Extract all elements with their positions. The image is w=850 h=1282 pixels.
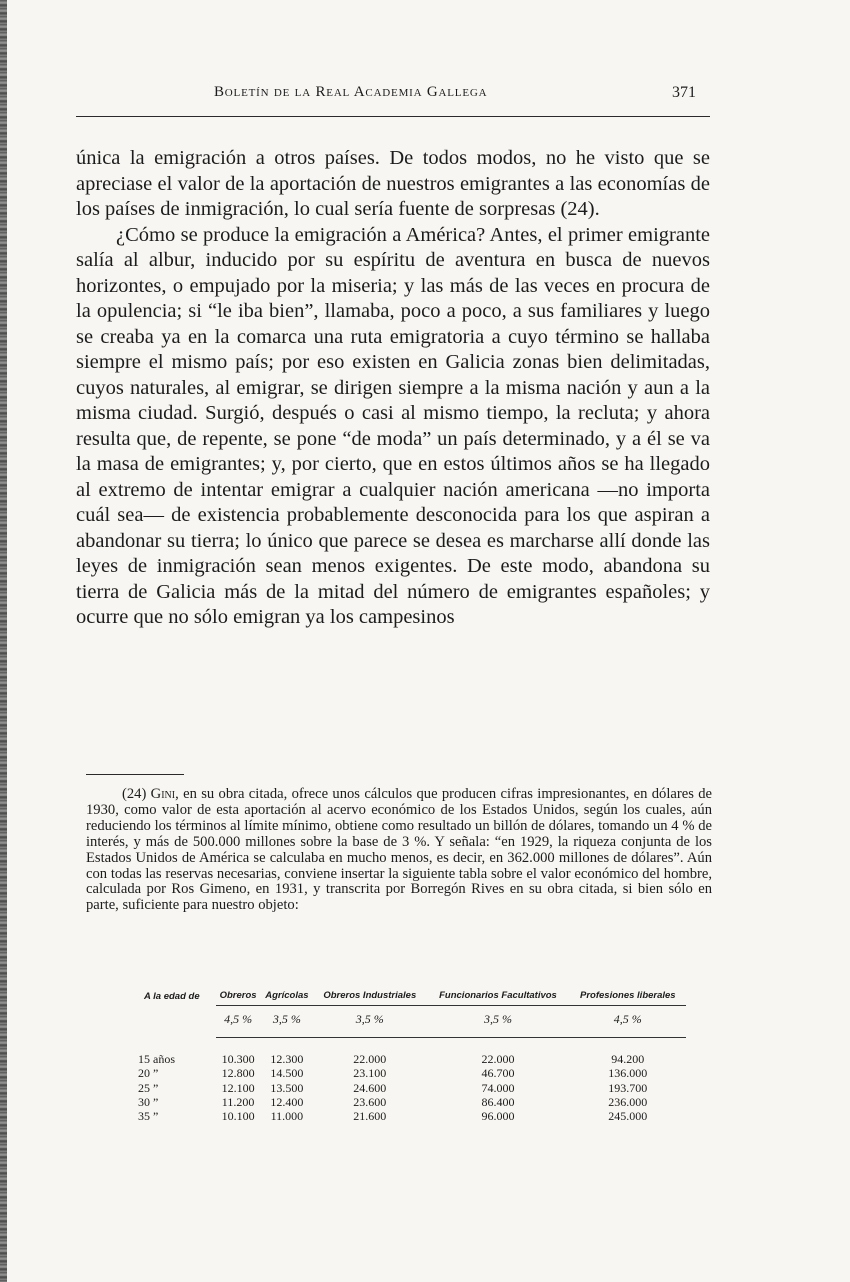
table-cell: 10.100 [221,1109,255,1124]
human-value-table [126,990,686,1123]
rate-cell: 4,5 % [570,1006,686,1038]
rate-cell: 3,5 % [261,1006,314,1038]
footnote-text: en su obra citada, ofrece unos cálculos que producen cifras impresionantes, en dólares de 1930, como valor de esta aportación al acervo económico de los Estados Unidos, según los cuales, aún reduciendo los términos al límite mínimo, obtiene como resultado un billón de dólares, tomando un 4 % de interés, y más de 500.000 millones sobre la base de 3 %. Y señala: “en 1929, la riqueza conjunta de los Estados Unidos de América se calculaba en mucho menos, es decir, en 362.000 millones de dólares”. Aún con todas las reservas necesarias, conviene insertar la siguiente tabla sobre el valor económico del hombre, calculada por Ros Gimeno, en 1931, y transcrita por Borregón Rives en su obra citada, si bien sólo en parte, suficiente para nuestro objeto: [86,786,712,914]
running-title: Boletín de la Real Academia Gallega [214,84,488,100]
table-row [126,1038,686,1067]
table-cell: 21.600 [353,1109,387,1124]
table-cell: 11.200 [221,1094,255,1109]
table-cell: 15 años [138,1051,175,1066]
table-row [126,1095,686,1109]
header-profesiones: Profesiones liberales [580,990,676,1001]
paragraph-1: única la emigración a otros países. De todos modos, no he visto que se apreciase el valor de la aportación de nuestros emigrantes a las economías de los países de inmigración, lo cual sería fuente de sorpresas (24). [76,147,710,220]
table-cell: 136.000 [608,1066,648,1081]
table-cell: 193.700 [608,1080,648,1095]
table-cell: 236.000 [608,1094,648,1109]
table-cell: 74.000 [481,1080,515,1095]
table-cell: 11.000 [270,1109,304,1124]
rate-cell: 3,5 % [313,1006,426,1038]
table-row [126,1109,686,1123]
rate-cell: 4,5 % [216,1006,261,1038]
table-cell: 22.000 [481,1052,515,1066]
table-header-row [126,990,686,1006]
header-rule [76,116,710,117]
footnote [86,787,712,914]
header-obreros: Obreros [219,990,257,1001]
rate-empty [126,1006,216,1038]
table-cell: 245.000 [608,1109,648,1124]
table-rate-row [126,1006,686,1038]
table-cell: 12.100 [221,1080,255,1095]
footnote-marker: (24) [122,786,147,802]
table-cell: 35 ” [138,1109,159,1124]
table-row [126,1066,686,1080]
body-text [76,146,710,631]
table-cell: 12.300 [270,1052,304,1066]
table-cell: 30 ” [138,1094,159,1109]
header-funcionarios: Funcionarios Facultativos [439,990,557,1001]
header-age: A la edad de [144,990,200,1002]
table-cell: 94.200 [611,1052,645,1066]
table-cell: 23.600 [353,1094,387,1109]
footnote-rule [86,774,184,775]
paragraph-2: ¿Cómo se produce la emigración a América? Antes, el primer emigrante salía al albur, inducido por su espíritu de aventura en busca de nuevos horizontes, o empujado por la miseria; y las más de las veces en procura de la opulencia; si “le iba bien”, llamaba, poco a poco, a sus familiares y luego se creaba ya en la comarca una ruta emigratoria a cuyo término se hallaba siempre el mismo país; por eso existen en Galicia zonas bien delimitadas, cuyos naturales, al emigrar, se dirigen siempre a la misma nación y aun a la misma ciudad. Surgió, después o casi al mismo tiempo, la recluta; y ahora resulta que, de repente, se pone “de moda” un país determinado, y a él se va la masa de emigrantes; y, por cierto, que en estos últimos años se ha llegado al extremo de intentar emigrar a cualquier nación americana —no importa cuál sea— de existencia probablemente desconocida para los que aspiran a abandonar su tierra; lo único que parece se desea es marcharse allí donde las leyes de inmigración sean menos exigentes. De este modo, abandona su tierra de Galicia más de la mitad del número de emigrantes españoles; y ocurre que no sólo emigran ya los campesinos [76,223,710,628]
table-cell: 20 ” [138,1066,159,1081]
scan-edge [0,0,7,1282]
rate-cell: 3,5 % [426,1006,569,1038]
table-cell: 14.500 [270,1066,304,1081]
header-agricolas: Agrícolas [265,990,309,1001]
page-number: 371 [672,84,696,101]
table-cell: 86.400 [481,1094,515,1109]
table-cell: 22.000 [353,1052,387,1066]
table-cell: 12.400 [270,1094,304,1109]
header-obreros-industriales: Obreros Industriales [323,990,417,1001]
table-cell: 96.000 [481,1109,515,1124]
table-cell: 10.300 [221,1052,255,1066]
value-table [126,990,686,1123]
table-row [126,1081,686,1095]
page-header [76,84,710,108]
table-cell: 23.100 [353,1066,387,1081]
table-cell: 24.600 [353,1080,387,1095]
table-cell: 13.500 [270,1080,304,1095]
table-cell: 12.800 [221,1066,255,1081]
footnote-author: Gini, [150,786,179,802]
table-cell: 46.700 [481,1066,515,1081]
page [76,0,710,1282]
table-cell: 25 ” [138,1080,159,1095]
